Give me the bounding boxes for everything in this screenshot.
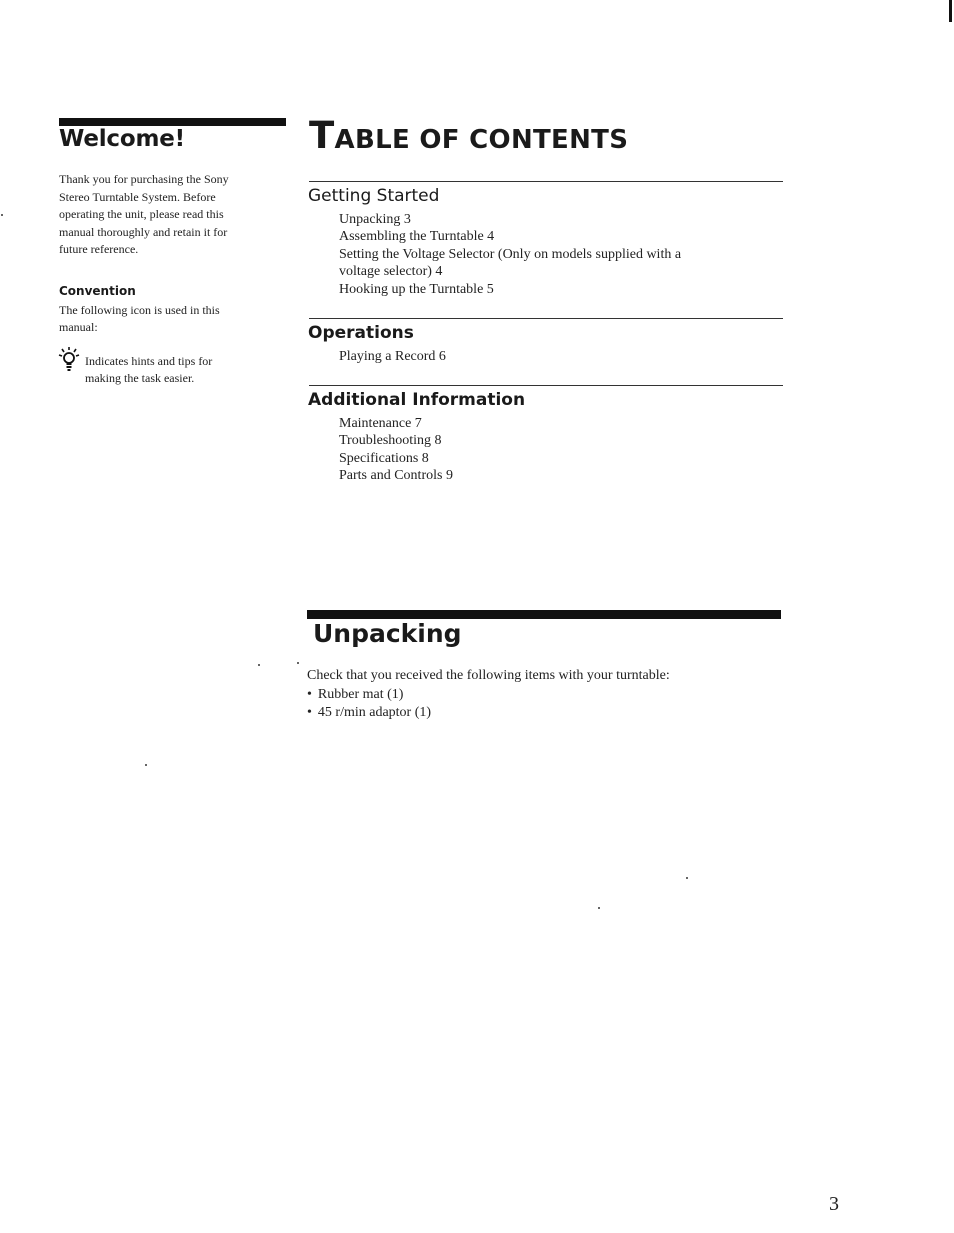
scan-speck bbox=[258, 664, 260, 666]
welcome-title: Welcome! bbox=[59, 126, 185, 152]
list-item: • 45 r/min adaptor (1) bbox=[307, 704, 670, 723]
scan-speck bbox=[1, 214, 3, 216]
unpacking-intro: Check that you received the following items with your turntable: bbox=[307, 668, 670, 683]
section-heading-getting-started: Getting Started bbox=[308, 186, 440, 206]
section-heading-operations: Operations bbox=[308, 323, 414, 343]
convention-line: manual: bbox=[59, 320, 98, 334]
toc-list-additional-information bbox=[339, 415, 453, 485]
section-heading-additional-information: Additional Information bbox=[308, 390, 526, 410]
scan-speck bbox=[686, 877, 688, 879]
toc-list-operations bbox=[339, 348, 446, 365]
scan-edge-mark bbox=[949, 0, 952, 22]
hint-line: Indicates hints and tips for bbox=[85, 354, 213, 368]
list-item: • Rubber mat (1) bbox=[307, 686, 670, 705]
toc-entry[interactable]: Maintenance 7 bbox=[339, 416, 422, 431]
unpacking-body bbox=[307, 667, 670, 723]
unpacking-title: Unpacking bbox=[313, 619, 462, 648]
section-divider bbox=[309, 385, 783, 386]
unpacking-items bbox=[307, 686, 670, 723]
scan-speck bbox=[297, 662, 299, 664]
welcome-line: Stereo Turntable System. Before bbox=[59, 189, 216, 204]
convention-paragraph bbox=[59, 302, 259, 336]
toc-entry[interactable]: Setting the Voltage Selector (Only on models supplied with a bbox=[339, 246, 682, 262]
toc-entry[interactable]: voltage selector) 4 bbox=[339, 264, 443, 280]
toc-title-rest: ABLE OF CONTENTS bbox=[334, 125, 629, 155]
toc-entry[interactable]: Hooking up the Turntable 5 bbox=[339, 281, 494, 297]
toc-title-initial: T bbox=[309, 114, 335, 157]
scan-speck bbox=[145, 764, 147, 766]
toc-list-getting-started bbox=[339, 211, 681, 298]
section-divider bbox=[309, 181, 783, 182]
toc-entry[interactable]: Parts and Controls 9 bbox=[339, 468, 453, 484]
toc-entry[interactable]: Unpacking 3 bbox=[339, 212, 411, 227]
welcome-paragraph bbox=[59, 171, 264, 259]
convention-line: The following icon is used in this bbox=[59, 303, 220, 317]
welcome-line: manual thoroughly and retain it for bbox=[59, 224, 228, 239]
unpacking-rule-bar bbox=[307, 610, 781, 619]
lightbulb-hint-icon bbox=[58, 346, 80, 372]
toc-title bbox=[309, 114, 628, 157]
toc-entry[interactable]: Assembling the Turntable 4 bbox=[339, 229, 495, 245]
hint-description bbox=[85, 353, 245, 387]
scan-speck bbox=[598, 907, 600, 909]
welcome-rule-bar bbox=[59, 118, 286, 126]
page-number: 3 bbox=[829, 1193, 839, 1215]
toc-entry[interactable]: Specifications 8 bbox=[339, 450, 429, 466]
welcome-line: future reference. bbox=[59, 242, 139, 256]
convention-heading: Convention bbox=[59, 284, 136, 298]
welcome-line: operating the unit, please read this bbox=[59, 207, 224, 221]
section-divider bbox=[309, 318, 783, 319]
welcome-line: Thank you for purchasing the Sony bbox=[59, 172, 229, 186]
toc-entry[interactable]: Troubleshooting 8 bbox=[339, 433, 442, 449]
hint-line: making the task easier. bbox=[85, 371, 195, 385]
toc-entry[interactable]: Playing a Record 6 bbox=[339, 349, 446, 364]
